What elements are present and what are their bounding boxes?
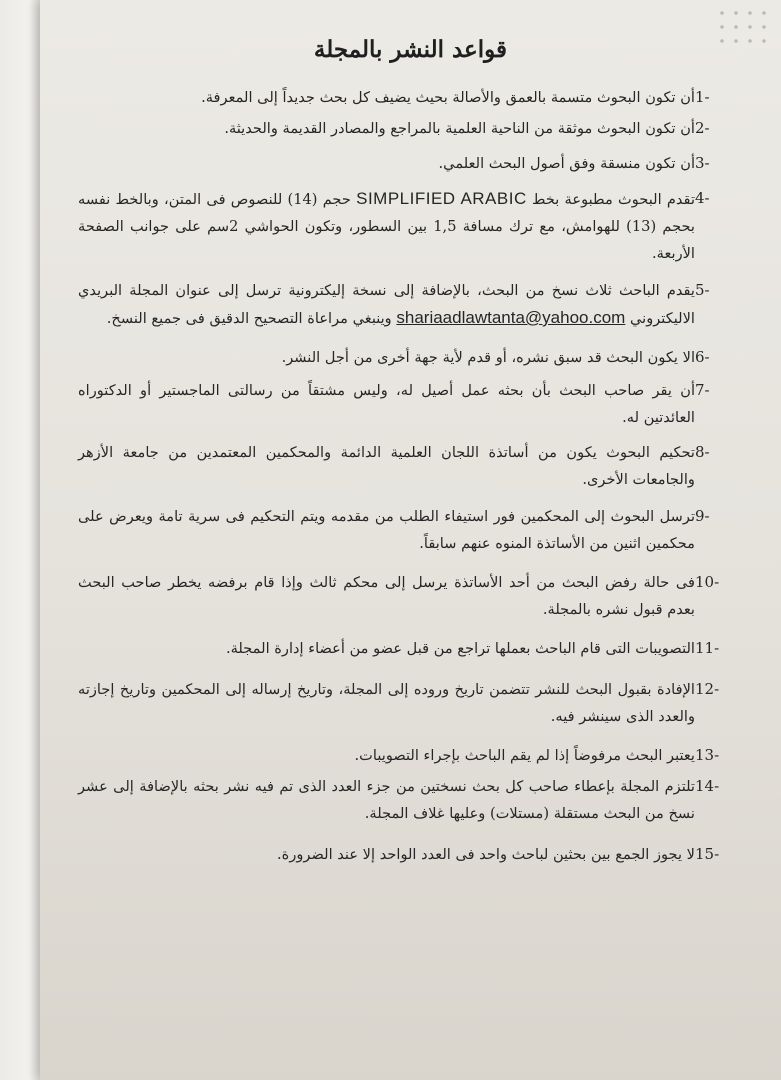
- rule-number: 8-: [695, 443, 710, 461]
- rule-item: [78, 277, 735, 332]
- rule-text: يعتبر البحث مرفوضاً إذا لم يقم الباحث بإجراء التصويبات.: [354, 747, 695, 764]
- rule-item: [78, 344, 735, 371]
- rule-text: لا يجوز الجمع بين بحثين لباحث واحد فى العدد الواحد إلا عند الضرورة.: [277, 846, 695, 863]
- rule-text: الا يكون البحث قد سبق نشره، أو قدم لأية جهة أخرى من أجل النشر.: [281, 349, 695, 366]
- rule-item: [78, 84, 735, 111]
- rule-number: 3-: [695, 154, 710, 172]
- rule-text: [78, 277, 695, 332]
- rule-number: 11-: [695, 639, 720, 657]
- rules-list: [78, 84, 735, 876]
- rule-item: [78, 635, 735, 662]
- rule-text-part: يقدم الباحث ثلاث نسخ من البحث، بالإضافة إلى نسخة إليكترونية ترسل إلى عنوان المجلة البريدي الاليكتروني: [78, 282, 695, 327]
- rule-item: [78, 377, 735, 431]
- rule-item: [78, 676, 735, 730]
- rule-text: أن تكون منسقة وفق أصول البحث العلمي.: [438, 155, 695, 172]
- rule-text: أن تكون البحوث متسمة بالعمق والأصالة بحيث يضيف كل بحث جديداً إلى المعرفة.: [201, 89, 695, 106]
- rule-text-part: حجم (14) للنصوص فى المتن، وبالخط نفسه بحجم (13) للهوامش، مع ترك مسافة 1,5 بين السطور، وتكون الحواشي 2سم على جوانب الصفحة الأربعة.: [78, 191, 695, 262]
- rule-item: [78, 503, 735, 557]
- rule-text: أن يقر صاحب البحث بأن بحثه عمل أصيل له، وليس مشتقاً من رسالتى الماجستير أو الدكتوراه العائدتين له.: [78, 382, 695, 426]
- rule-item: [78, 185, 735, 267]
- rule-item: [78, 439, 735, 493]
- rule-text: [78, 185, 695, 267]
- rule-number: 4-: [695, 189, 710, 207]
- rule-number: 10-: [695, 573, 720, 591]
- rule-item: [78, 742, 735, 769]
- rule-number: 14-: [695, 777, 720, 795]
- rule-number: 1-: [695, 88, 710, 106]
- rule-number: 6-: [695, 348, 710, 366]
- rule-text: فى حالة رفض البحث من أحد الأساتذة يرسل إلى محكم ثالث وإذا قام برفضه يخطر صاحب البحث بعدم قبول نشره بالمجلة.: [78, 574, 695, 618]
- rule-text-part: وينبغي مراعاة التصحيح الدقيق فى جميع النسخ.: [106, 310, 392, 327]
- rule-text: أن تكون البحوث موثقة من الناحية العلمية بالمراجع والمصادر القديمة والحديثة.: [224, 120, 695, 137]
- rule-item: [78, 150, 735, 177]
- rule-item: [78, 841, 735, 868]
- rule-item: [78, 773, 735, 827]
- rule-item: [78, 115, 735, 142]
- rule-text: تحكيم البحوث يكون من أساتذة اللجان العلمية الدائمة والمحكمين المعتمدين من جامعة الأزهر والجامعات الأخرى.: [78, 444, 695, 488]
- rule-item: [78, 569, 735, 623]
- rule-text: التصويبات التى قام الباحث بعملها تراجع من قبل عضو من أعضاء إدارة المجلة.: [225, 640, 695, 657]
- rule-text: الإفادة بقبول البحث للنشر تتضمن تاريخ وروده إلى المجلة، وتاريخ إرساله إلى المحكمين وتاريخ إجازته والعدد الذى سينشر فيه.: [78, 681, 695, 725]
- rule-text: تلتزم المجلة بإعطاء صاحب كل بحث نسختين من جزء العدد الذى تم فيه نشر بحثه بالإضافة إلى عشر نسخ من البحث مستقلة (مستلات) وعليها غلاف المجلة.: [78, 778, 695, 822]
- rule-text: ترسل البحوث إلى المحكمين فور استيفاء الطلب من مقدمه ويتم التحكيم فى سرية تامة ويعرض على محكمين اثنين من الأساتذة المنوه عنهم سابقاً.: [78, 508, 695, 552]
- document-page: [40, 0, 781, 1080]
- rule-number: 13-: [695, 746, 720, 764]
- font-name-text: SIMPLIFIED ARABIC: [356, 189, 527, 208]
- rule-number: 15-: [695, 845, 720, 863]
- rule-number: 12-: [695, 680, 720, 698]
- rule-number: 2-: [695, 119, 710, 137]
- rule-number: 9-: [695, 507, 710, 525]
- rule-number: 7-: [695, 381, 710, 399]
- page-title: قواعد النشر بالمجلة: [313, 36, 508, 63]
- email-address: shariaadlawtanta@yahoo.com: [396, 308, 626, 327]
- rule-number: 5-: [695, 281, 710, 299]
- rule-text-part: تقدم البحوث مطبوعة بخط: [531, 191, 696, 208]
